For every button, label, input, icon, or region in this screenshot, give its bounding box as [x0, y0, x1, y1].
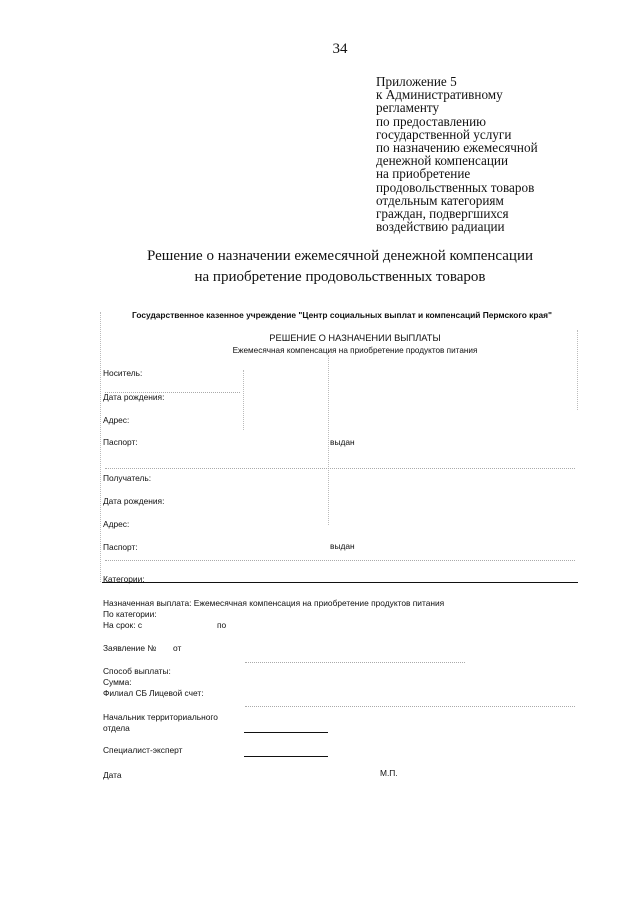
carrier-issued-label: выдан [330, 437, 355, 447]
recipient-passport-label: Паспорт: [103, 542, 138, 552]
appendix-line: по назначению ежемесячной [376, 140, 538, 156]
assigned-payment: Назначенная выплата: Ежемесячная компенсация на приобретение продуктов питания [103, 598, 445, 608]
term-from-label: На срок: с [103, 620, 143, 630]
date-label: Дата [103, 770, 122, 780]
categories-label: Категории: [103, 574, 145, 584]
recipient-address-label: Адрес: [103, 519, 130, 529]
appendix-line: регламенту [376, 100, 440, 116]
head-label-line2: отдела [103, 723, 130, 733]
appendix-line: денежной компенсации [376, 153, 509, 169]
form-heading: РЕШЕНИЕ О НАЗНАЧЕНИИ ВЫПЛАТЫ [269, 333, 441, 343]
appendix-line: Приложение 5 [376, 74, 457, 89]
specialist-label: Специалист-эксперт [103, 745, 183, 755]
categories-underline [102, 582, 578, 583]
scan-guide-line [245, 662, 465, 663]
scan-guide-line [328, 355, 329, 525]
document-title [0, 246, 640, 287]
carrier-address-label: Адрес: [103, 415, 130, 425]
payment-method-label: Способ выплаты: [103, 666, 171, 676]
form-subheading: Ежемесячная компенсация на приобретение продуктов питания [232, 346, 478, 355]
organization-name: Государственное казенное учреждение "Центр социальных выплат и компенсаций Пермского края" [132, 310, 552, 320]
term-to-label: по [217, 620, 227, 630]
recipient-issued-label: выдан [330, 541, 355, 551]
appendix-line: на приобретение [376, 166, 471, 182]
head-signature-line [244, 732, 328, 733]
recipient-birth-label: Дата рождения: [103, 496, 165, 506]
head-label-line1: Начальник территориального [103, 712, 218, 722]
carrier-label: Носитель: [103, 368, 143, 378]
scan-guide-line [105, 560, 575, 561]
stamp-label: М.П. [380, 768, 398, 778]
application-label: Заявление № [103, 643, 157, 653]
appendix-line: продовольственных товаров [376, 179, 535, 195]
appendix-line: к Административному [376, 87, 503, 103]
appendix-block [376, 75, 538, 233]
appendix-line: граждан, подвергшихся [376, 206, 509, 222]
recipient-label: Получатель: [103, 473, 152, 483]
branch-label: Филиал СБ [103, 688, 148, 698]
page-number: 34 [332, 41, 348, 57]
carrier-birth-label: Дата рождения: [103, 392, 165, 402]
account-label: Лицевой счет: [149, 688, 204, 698]
scan-guide-line [577, 330, 578, 410]
scan-guide-line [100, 312, 101, 582]
scan-guide-line [243, 370, 244, 430]
appendix-line: отдельным категориям [376, 192, 504, 208]
scan-guide-line [105, 468, 575, 469]
appendix-line: по предоставлению [376, 113, 486, 129]
specialist-signature-line [244, 756, 328, 757]
carrier-passport-label: Паспорт: [103, 437, 138, 447]
appendix-line: государственной услуги [376, 126, 512, 142]
scan-guide-line [245, 706, 575, 707]
document-title-line2: на приобретение продовольственных товаров [194, 268, 486, 285]
document-title-line1: Решение о назначении ежемесячной денежной компенсации [146, 248, 534, 264]
sum-label: Сумма: [103, 677, 132, 687]
application-from-label: от [173, 643, 182, 653]
by-category-label: По категории: [103, 609, 157, 619]
appendix-line: воздействию радиации [376, 219, 505, 235]
